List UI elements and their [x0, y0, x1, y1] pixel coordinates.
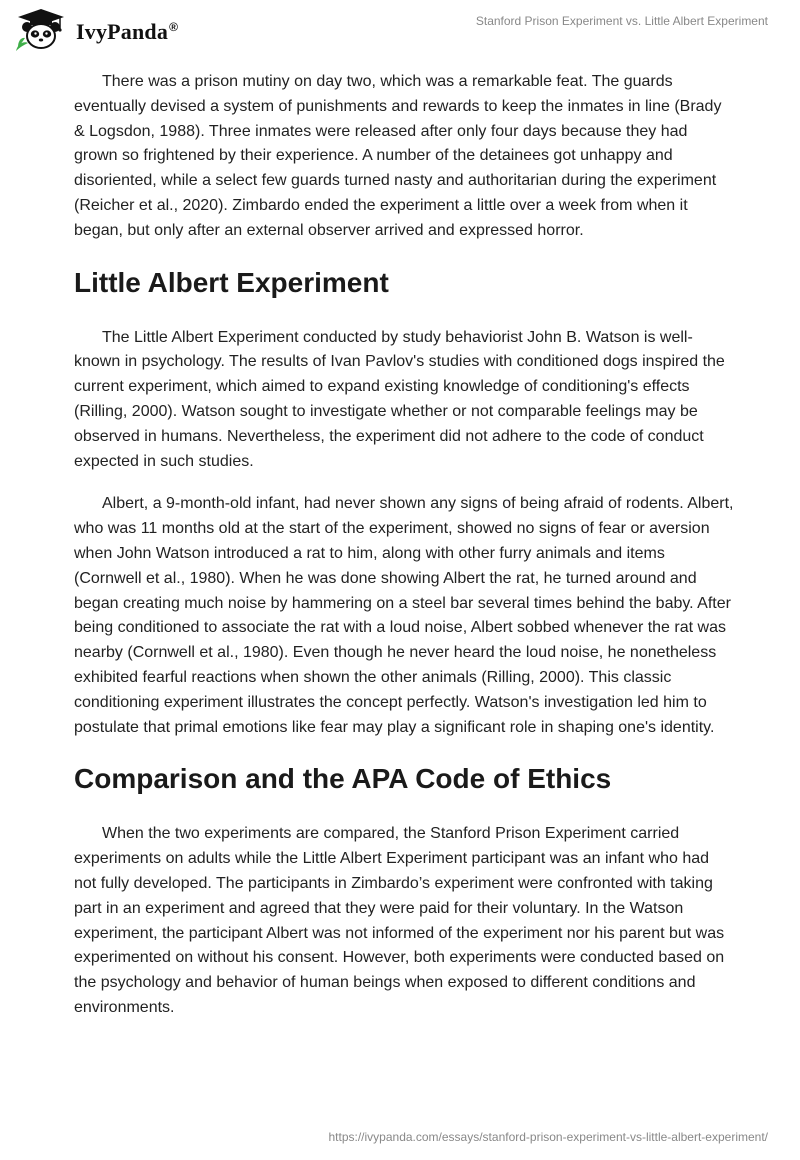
heading-little-albert: Little Albert Experiment	[74, 266, 389, 298]
page-header	[0, 0, 800, 60]
document-title: Stanford Prison Experiment vs. Little Albert Experiment	[475, 14, 768, 28]
registered-mark: ®	[169, 19, 179, 34]
paragraph-comparison-1: When the two experiments are compared, the Stanford Prison Experiment carried experiments on adults while the Little Albert Experiment participant was an infant who had not fully developed. The participants in Zimbardo’s experiment were confronted with taking part in an experiment and agreed that they were paid for their voluntary. In the Watson experiment, the participant Albert was not informed of the experiment nor his parent but was experimented on without his consent. However, both experiments were conducted based on the psychology and behavior of human beings when exposed to different conditions and environments.	[74, 825, 725, 1016]
essay-content	[74, 70, 734, 1039]
paragraph-little-albert-2: Albert, a 9-month-old infant, had never shown any signs of being afraid of rodents. Albert, who was 11 months old at the start of the experiment, showed no signs of fear or aversion when John Watson introduced a rat to him, along with other furry animals and items (Cornwell et al., 1980). When he was done showing Albert the rat, he turned around and began creating much noise by hammering on a steel bar several times behind the baby. After being conditioned to associate the rat with a loud noise, Albert sobbed whenever the rat was nearby (Cornwell et al., 1980). Even though he never heard the loud noise, he nonetheless exhibited fearful reactions when shown the other animals (Rilling, 2000). This classic conditioning experiment illustrates the concept perfectly. Watson's investigation led him to postulate that primal emotions like fear may play a significant role in shaping one's identity.	[74, 495, 734, 736]
paragraph-intro: There was a prison mutiny on day two, which was a remarkable feat. The guards eventually devised a system of punishments and rewards to keep the inmates in line (Brady & Logsdon, 1988). Three inmates were released after only four days because they had grown so frightened by their experience. A number of the detainees got unhappy and disoriented, while a select few guards turned nasty and authoritarian during the experiment (Reicher et al., 2020). Zimbardo ended the experiment a little over a week from when it began, but only after an external observer arrived and expressed horror.	[74, 73, 722, 239]
panda-graduate-icon	[14, 7, 68, 53]
brand-logo[interactable]	[14, 7, 178, 53]
source-url[interactable]: https://ivypanda.com/essays/stanford-prison-experiment-vs-little-albert-experiment/	[328, 1130, 768, 1144]
paragraph-little-albert-1: The Little Albert Experiment conducted by study behaviorist John B. Watson is well-known in psychology. The results of Ivan Pavlov's studies with conditioned dogs inspired the current experiment, which aimed to expand existing knowledge of conditioning's effects (Rilling, 2000). Watson sought to investigate whether or not comparable feelings may be observed in humans. Nevertheless, the experiment did not adhere to the code of conduct expected in such studies.	[74, 328, 725, 470]
heading-comparison: Comparison and the APA Code of Ethics	[74, 763, 612, 795]
brand-name: IvyPanda®	[76, 19, 179, 44]
